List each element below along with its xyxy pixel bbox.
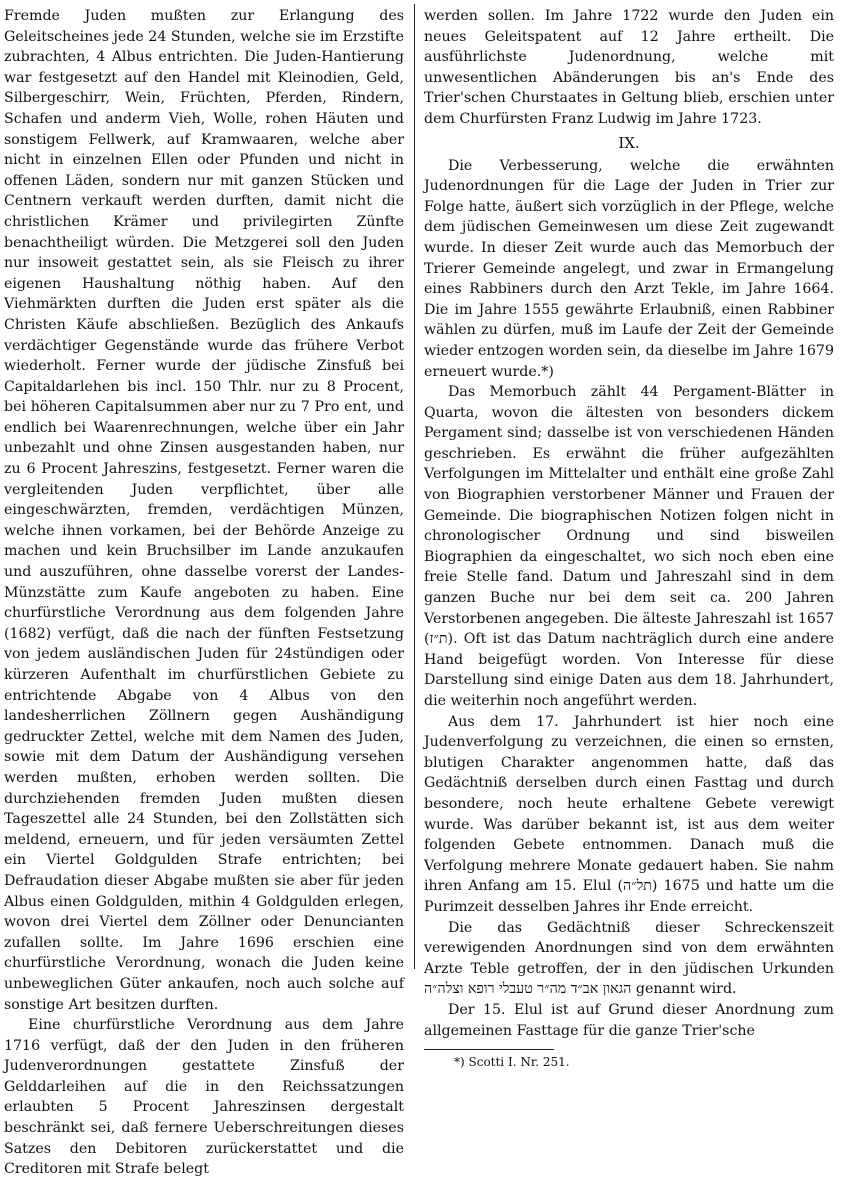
right-paragraph-3: Aus dem 17. Jahrhundert ist hier noch eine Judenverfolgung zu verzeichnen, die einen so ernsten, blutigen Charakter angenommen hatte, daß das Gedächtniß derselben durch einen Fasttag und durch besondere, noch heute erhaltene Gebete verewigt wurde. Was darüber bekannt ist, ist aus dem weiter folgenden Gebete entnommen. Danach muß die Verfolgung mehrere Monate gedauert haben. Sie nahm ihren Anfang am 15. Elul (תל״ה) 1675 und hatte um die Purimzeit desselben Jahres ihr Ende erreicht. <box>424 713 834 915</box>
right-column <box>424 6 834 1070</box>
footnote: *) Scotti I. Nr. 251. <box>454 1055 570 1070</box>
left-paragraph-2: Eine churfürstliche Verordnung aus dem Jahre 1716 verfügt, daß der den Juden in den früheren Judenverordnungen gestattete Zinsfuß der Gelddarleihen auf die in den Reichssatzungen erlaubten 5 Procent Jahreszinsen dergestalt beschränkt sei, daß fernere Ueberschreitungen dieses Satzes den Debitoren zurückerstattet und die Creditoren mit Strafe belegt <box>4 1017 404 1178</box>
left-column <box>4 6 404 1180</box>
footnote-rule <box>424 1049 554 1050</box>
column-divider <box>414 4 415 969</box>
right-paragraph-4: Die das Gedächtniß dieser Schreckenszeit verewigenden Anordnungen sind von dem erwähnten Arzte Teble getroffen, der in den jüdischen Urkunden הגאון אב״ד מה״ר טעבלי רופא וצלה״ה genannt wird. <box>424 919 834 998</box>
right-paragraph-2: Das Memorbuch zählt 44 Pergament-Blätter in Quarta, wovon die ältesten von besonders dickem Pergament sind; dasselbe ist von verschiedenen Händen geschrieben. Es erwähnt die früher aufgezählten Verfolgungen im Mittelalter und enthält eine große Zahl von Biographien verstorbener Männer und Frauen der Gemeinde. Die biographischen Notizen folgen nicht in chronologischer Ordnung und sind bisweilen Biographien da eingeschaltet, wo sich noch eben eine freie Stelle fand. Datum und Jahreszahl sind in dem ganzen Buche nur bei dem seit ca. 200 Jahren Verstorbenen angegeben. Die älteste Jahreszahl ist 1657 (ת״ז). Oft ist das Datum nachträglich durch eine andere Hand beigefügt worden. Von Interesse für diese Darstellung sind einige Daten aus dem 18. Jahrhundert, die weiterhin noch angeführt werden. <box>424 384 834 709</box>
left-paragraph-1: Fremde Juden mußten zur Erlangung des Geleitscheines jede 24 Stunden, welche sie im Erzstifte zubrachten, 4 Albus entrichten. Die Juden-Hantierung war festgesetzt auf den Handel mit Kleinodien, Geld, Silbergeschirr, Wein, Früchten, Pferden, Rindern, Schafen und anderm Vieh, Wolle, rohen Häuten und sonstigem Fellwerk, auf Kramwaaren, welche aber nicht in einzelnen Ellen oder Pfunden und nicht in offenen Läden, sondern nur mit ganzen Stücken und Centnern verkauft werden durften, damit nicht die christlichen Krämer und privilegirten Zünfte benachtheiligt würden. Die Metzgerei soll den Juden nur insoweit gestattet sein, als sie Fleisch zu ihrer eigenen Haushaltung nöthig haben. Auf den Viehmärkten durften die Juden erst später als die Christen Käufe abschließen. Bezüglich des Ankaufs verdächtiger Gegenstände wurde das frühere Verbot wiederholt. Ferner wurde der jüdische Zinsfuß bei Capitaldarlehen bis incl. 150 Thlr. nur zu 8 Procent, bei höheren Capitalsummen aber nur zu 7 Pro ent, und endlich bei Waarenrechnungen, welche über ein Jahr unbezahlt und ohne Zinsen ausgestanden haben, nur zu 6 Procent Jahreszins, festgesetzt. Ferner waren die vergleitenden Juden verpflichtet, über alle eingeschwärzten, fremden, verdächtigen Münzen, welche ihnen vorkamen, bei der Behörde Anzeige zu machen und kein Bruchsilber im Lande anzukaufen und auszuführen, ohne dasselbe vorerst der Landes-Münzstätte zum Kaufe angeboten zu haben. Eine churfürstliche Verordnung aus dem folgenden Jahre (1682) verfügt, daß die nach der fünften Festsetzung von jedem ausländischen Juden für 24stündigen oder kürzeren Aufenthalt im churfürstlichen Gebiete zu entrichtende Abgabe von 4 Albus von den landesherrlichen Zöllnern gegen Aushändigung gedruckter Zettel, welche mit dem Namen des Juden, sowie mit dem Datum der Aushändigung versehen werden mußten, erhoben werden sollten. Die durchziehenden fremden Juden mußten diesen Tageszettel alle 24 Stunden, bei den Zollstätten sich meldend, erneuern, und für jeden versäumten Zettel ein Viertel Goldgulden Strafe entrichten; bei Defraudation dieser Abgabe mußten sie aber für jeden Albus einen Goldgulden, mithin 4 Goldgulden erlegen, wovon drei Viertel dem Zöllner oder Denuncianten zufallen sollte. Im Jahre 1696 erschien eine churfürstliche Verordnung, wonach die Juden keine unbeweglichen Güter ankaufen, noch auch solche auf sonstige Art besitzen durften. <box>4 8 404 1013</box>
section-heading: IX. <box>618 133 640 152</box>
right-paragraph-5: Der 15. Elul ist auf Grund dieser Anordnung zum allgemeinen Fasttage für die ganze Trier'sche <box>424 1001 834 1039</box>
right-opening-paragraph: werden sollen. Im Jahre 1722 wurde den Juden ein neues Geleitspatent auf 12 Jahre ertheilt. Die ausführlichste Judenordnung, welche mit unwesentlichen Abänderungen bis an's Ende des Trier'schen Churstaates in Geltung blieb, erschien unter dem Churfürsten Franz Ludwig im Jahre 1723. <box>424 8 834 127</box>
right-paragraph-1: Die Verbesserung, welche die erwähnten Judenordnungen für die Lage der Juden in Trier zur Folge hatte, äußert sich vorzüglich in der Pflege, welche dem jüdischen Gemeinwesen um diese Zeit zugewandt wurde. In dieser Zeit wurde auch das Memorbuch der Trierer Gemeinde angelegt, und zwar in Ermangelung eines Rabbiners durch den Arzt Tekle, im Jahre 1664. Die im Jahre 1555 gewährte Erlaubniß, einen Rabbiner wählen zu dürfen, muß im Laufe der Zeit der Gemeinde wieder entzogen worden sein, da dieselbe im Jahre 1679 erneuert wurde.*) <box>424 157 834 380</box>
